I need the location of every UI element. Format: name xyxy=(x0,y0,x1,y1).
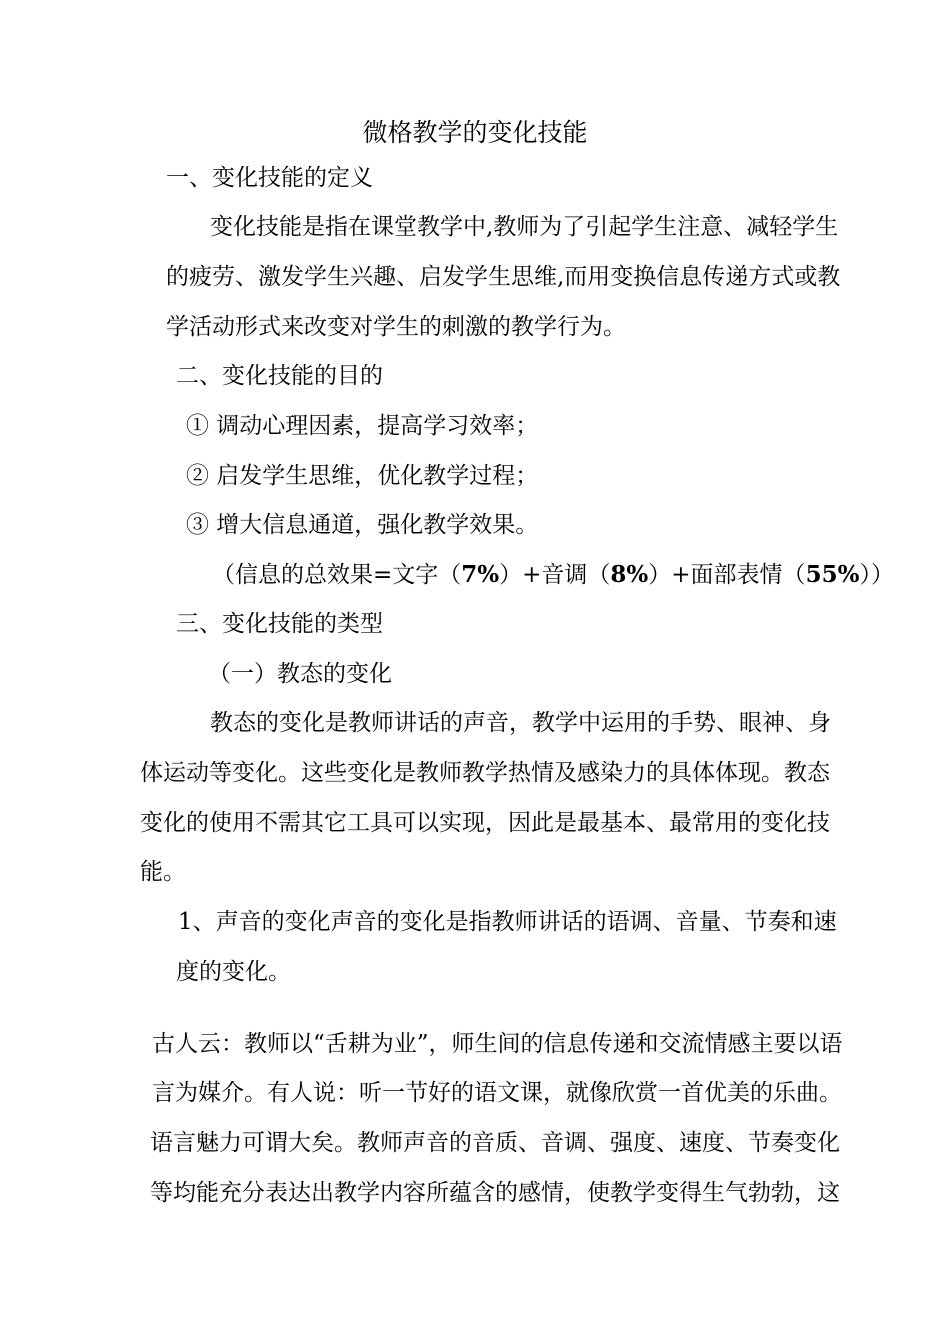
paragraph-line: 体运动等变化。这些变化是教师教学热情及感染力的具体体现。教态 xyxy=(140,760,830,786)
list-item: 1、声音的变化声音的变化是指教师讲话的语调、音量、节奏和速 xyxy=(178,909,837,935)
formula-value-text: 7% xyxy=(461,561,500,588)
document-title: 微格教学的变化技能 xyxy=(362,118,588,147)
paragraph-line: 语言魅力可谓大矣。教师声音的音质、音调、强度、速度、节奏变化 xyxy=(150,1130,840,1156)
paragraph-line: 能。 xyxy=(140,859,186,885)
paragraph-line: 的疲劳、激发学生兴趣、启发学生思维,而用变换信息传递方式或教 xyxy=(166,264,841,290)
formula-value-face: 55% xyxy=(805,561,860,588)
formula-text: ）） xyxy=(859,562,894,588)
paragraph-line: 言为媒介。有人说：听一节好的语文课，就像欣赏一首优美的乐曲。 xyxy=(152,1080,842,1106)
section-heading-types: 三、变化技能的类型 xyxy=(176,611,383,637)
formula-text: ）+音调（ xyxy=(499,562,611,588)
paragraph-line: 教态的变化是教师讲话的声音，教学中运用的手势、眼神、身 xyxy=(210,710,831,736)
paragraph-line: 古人云：教师以“舌耕为业”，师生间的信息传递和交流情感主要以语 xyxy=(152,1031,843,1057)
paragraph-line: 学活动形式来改变对学生的刺激的教学行为。 xyxy=(166,314,626,340)
formula-text: ）+面部表情（ xyxy=(648,562,806,588)
list-item-continuation: 度的变化。 xyxy=(176,959,291,985)
info-effect-formula xyxy=(212,560,894,590)
paragraph-line: 变化技能是指在课堂教学中,教师为了引起学生注意、减轻学生 xyxy=(210,214,839,240)
list-item: ① 调动心理因素，提高学习效率； xyxy=(186,413,539,439)
formula-value-tone: 8% xyxy=(610,561,649,588)
list-item: ③ 增大信息通道，强化教学效果。 xyxy=(186,512,539,538)
list-item: ② 启发学生思维，优化教学过程； xyxy=(186,463,539,489)
section-heading-purpose: 二、变化技能的目的 xyxy=(176,363,383,389)
paragraph-line: 变化的使用不需其它工具可以实现，因此是最基本、最常用的变化技 xyxy=(140,810,830,836)
paragraph-line: 等均能充分表达出教学内容所蕴含的感情，使教学变得生气勃勃，这 xyxy=(150,1180,840,1206)
formula-text: （信息的总效果=文字（ xyxy=(212,562,462,588)
subsection-heading: （一）教态的变化 xyxy=(208,661,392,687)
section-heading-definition: 一、变化技能的定义 xyxy=(166,165,373,191)
